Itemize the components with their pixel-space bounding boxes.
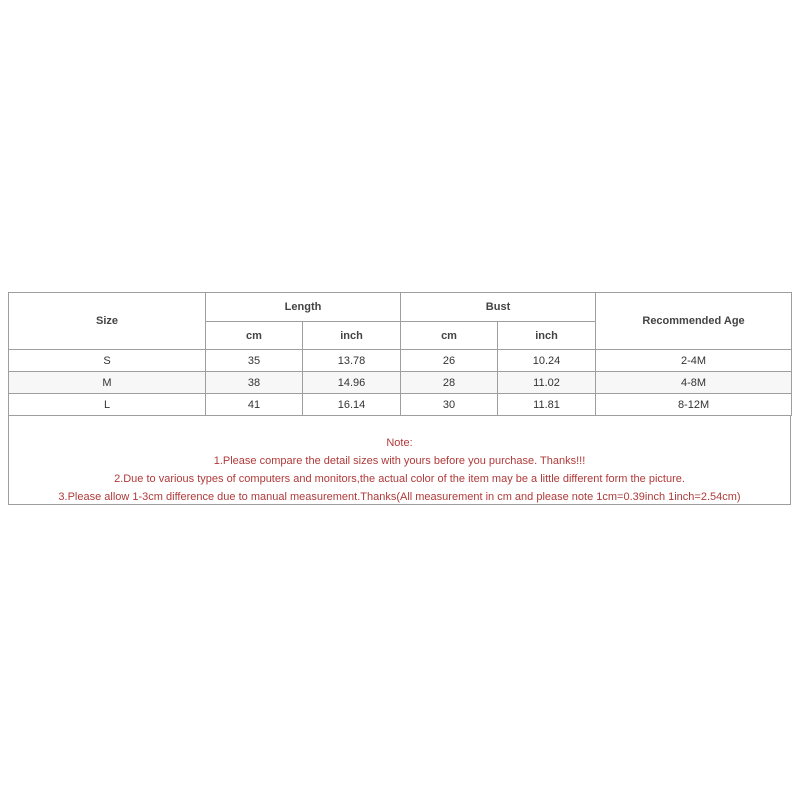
header-length: Length — [206, 293, 401, 322]
table-row — [9, 350, 792, 372]
cell-bust-inch: 11.02 — [498, 372, 596, 394]
cell-size: L — [9, 394, 206, 416]
cell-length-cm: 35 — [206, 350, 303, 372]
cell-age: 8-12M — [596, 394, 792, 416]
subheader-bust-cm: cm — [401, 322, 498, 350]
cell-size: M — [9, 372, 206, 394]
cell-length-cm: 38 — [206, 372, 303, 394]
cell-size: S — [9, 350, 206, 372]
header-recommended-age: Recommended Age — [596, 293, 792, 350]
cell-bust-cm: 28 — [401, 372, 498, 394]
subheader-length-inch: inch — [303, 322, 401, 350]
cell-length-inch: 14.96 — [303, 372, 401, 394]
cell-bust-cm: 26 — [401, 350, 498, 372]
cell-length-inch: 13.78 — [303, 350, 401, 372]
subheader-bust-inch: inch — [498, 322, 596, 350]
header-size: Size — [9, 293, 206, 350]
note-line-1: 1.Please compare the detail sizes with yours before you purchase. Thanks!!! — [213, 455, 586, 467]
size-table — [8, 292, 792, 416]
subheader-length-cm: cm — [206, 322, 303, 350]
cell-bust-inch: 11.81 — [498, 394, 596, 416]
table-row — [9, 372, 792, 394]
cell-age: 4-8M — [596, 372, 792, 394]
cell-length-cm: 41 — [206, 394, 303, 416]
note-line-3: 3.Please allow 1-3cm difference due to manual measurement.Thanks(All measurement in cm and please note 1cm=0.39inch 1inch=2.54cm) — [58, 491, 741, 503]
note-line-2: 2.Due to various types of computers and monitors,the actual color of the item may be a little different form the picture. — [114, 473, 685, 485]
note-title: Note: — [386, 437, 413, 449]
header-bust: Bust — [401, 293, 596, 322]
notes-box — [8, 416, 791, 505]
size-chart — [8, 292, 791, 505]
table-row — [9, 394, 792, 416]
table-header-row — [9, 293, 792, 322]
cell-bust-cm: 30 — [401, 394, 498, 416]
cell-length-inch: 16.14 — [303, 394, 401, 416]
cell-age: 2-4M — [596, 350, 792, 372]
cell-bust-inch: 10.24 — [498, 350, 596, 372]
